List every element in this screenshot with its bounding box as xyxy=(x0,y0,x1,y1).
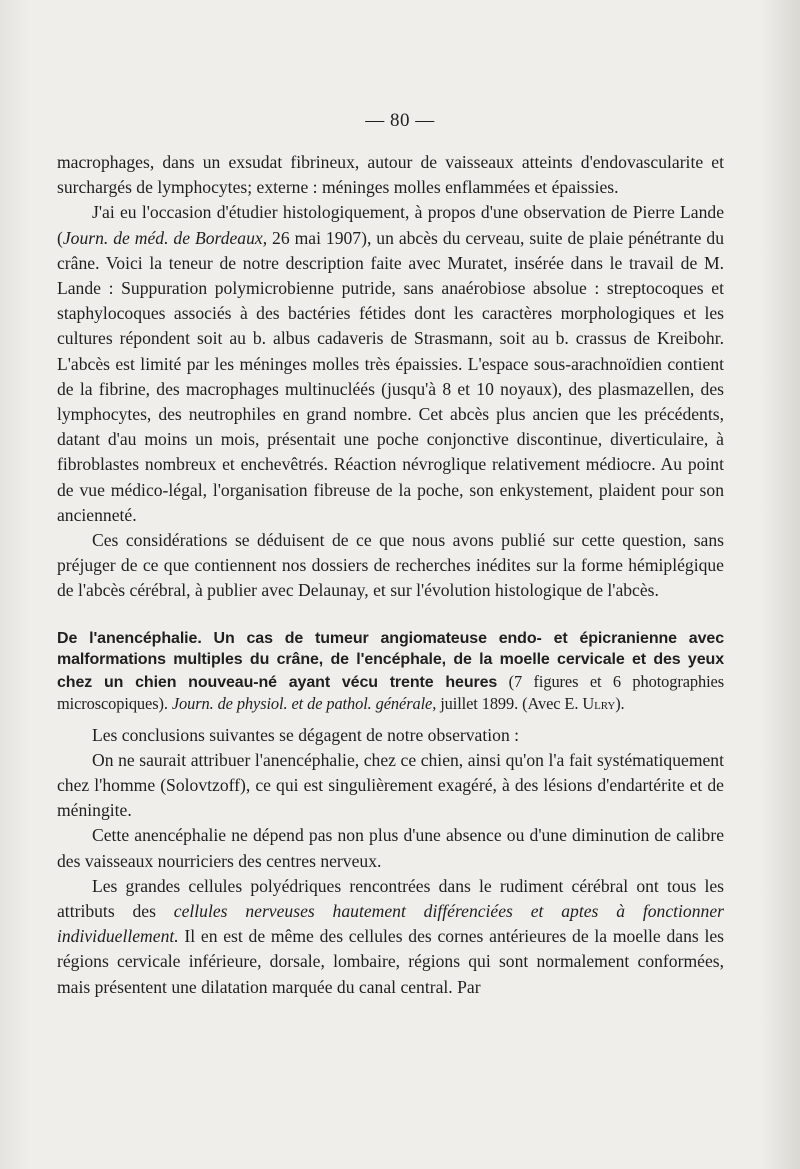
citation-text: ). xyxy=(615,694,625,714)
paragraph-conclusions-intro: Les conclusions suivantes se dégagent de notre observation : xyxy=(92,724,520,745)
citation-text: (7 figures et 6 photographies microscopiques). xyxy=(57,671,724,714)
journal-reference: Journ. de méd. de Bordeaux, xyxy=(62,227,268,248)
paragraph-conclusion-2: Cette anencéphalie ne dépend pas non plus d'une absence ou d'une diminution de calibre des vaisseaux nourriciers des centres nerveux. xyxy=(57,825,724,871)
paragraph-conclusion-1: On ne saurait attribuer l'anencéphalie, chez ce chien, ainsi qu'on l'a fait systématiquement chez l'homme (Solovtzoff), ce qui est singulièrement exagéré, à des lésions d'endartérite et de méningite. xyxy=(57,749,724,821)
paragraph-considerations: Ces considérations se déduisent de ce que nous avons publié sur cette question, sans préjuger de ce que contiennent nos dossiers de recherches inédites sur la forme hémiplégique de l'abcès cérébral, à publier avec Delaunay, et sur l'évolution histologique de l'abcès. xyxy=(57,530,724,601)
paragraph-text: J'ai eu l'occasion d'étudier histologiquement, à propos d'une observation de Pierre Lande ( xyxy=(57,202,724,248)
paragraph-text: 26 mai 1907), un abcès du cerveau, suite de plaie pénétrante du crâne. Voici la teneur de notre description faite avec Muratet, insérée dans le travail de M. Lande : Suppuration polymicrobienne putride, sans anaérobiose absolue : streptocoques et staphylocoques associés à des bactéries fétides dont les caractères morphologiques et les cultures répondent soit au b. albus cadaveris de Strasmann, soit au b. crassus de Kreibohr. L'abcès est limité par les méninges molles très épaissies. L'espace sous-arachnoïdien contient de la fibrine, des macrophages multinucléés (jusqu'à 8 et 10 noyaux), des plasmazellen, des lymphocytes, des neutrophiles en grand nombre. Cet abcès plus ancien que les précédents, datant d'au moins un mois, présentait une poche conjonctive discontinue, diverticulaire, à fibroblastes nombreux et enchevêtrés. Réaction névroglique relativement médiocre. Au point de vue médico-légal, l'organisation fibreuse de la poche, son enkystement, plaident pour son ancienneté. xyxy=(57,227,724,525)
page-body xyxy=(57,150,724,1000)
entry-title: De l'anencéphalie. Un cas de tumeur angiomateuse endo- et épicranienne avec malformations multiples du crâne, de l'encéphale, de la moelle cervicale et des yeux chez un chien nouveau-né ayant vécu trente heures xyxy=(57,629,724,691)
bibliography-entry xyxy=(57,628,724,716)
citation-text: juillet 1899. (Avec E. xyxy=(436,694,583,714)
paragraph-abscess-observation xyxy=(57,200,724,528)
paragraph-continuation: macrophages, dans un exsudat fibrineux, autour de vaisseaux atteints d'endovascularite et surchargés de lymphocytes; externe : méninges molles enflammées et épaissies. xyxy=(57,152,724,198)
paragraph-text: Les grandes cellules polyédriques rencontrées dans le rudiment cérébral ont tous les attributs des xyxy=(57,875,724,922)
emphasized-text: cellules nerveuses hautement différenciées et aptes à fonctionner individuellement. xyxy=(57,901,724,947)
page-number: — 80 — xyxy=(365,110,435,131)
journal-name: Journ. de physiol. et de pathol. générale, xyxy=(171,694,437,714)
coauthor-name: Ulry xyxy=(582,694,616,714)
paragraph-conclusion-3 xyxy=(57,874,724,1000)
paragraph-text: Il en est de même des cellules des cornes antérieures de la moelle dans les régions cervicale inférieure, dorsale, lombaire, régions qui sont normalement conformées, mais présentent une dilatation marquée du canal central. Par xyxy=(57,926,724,997)
